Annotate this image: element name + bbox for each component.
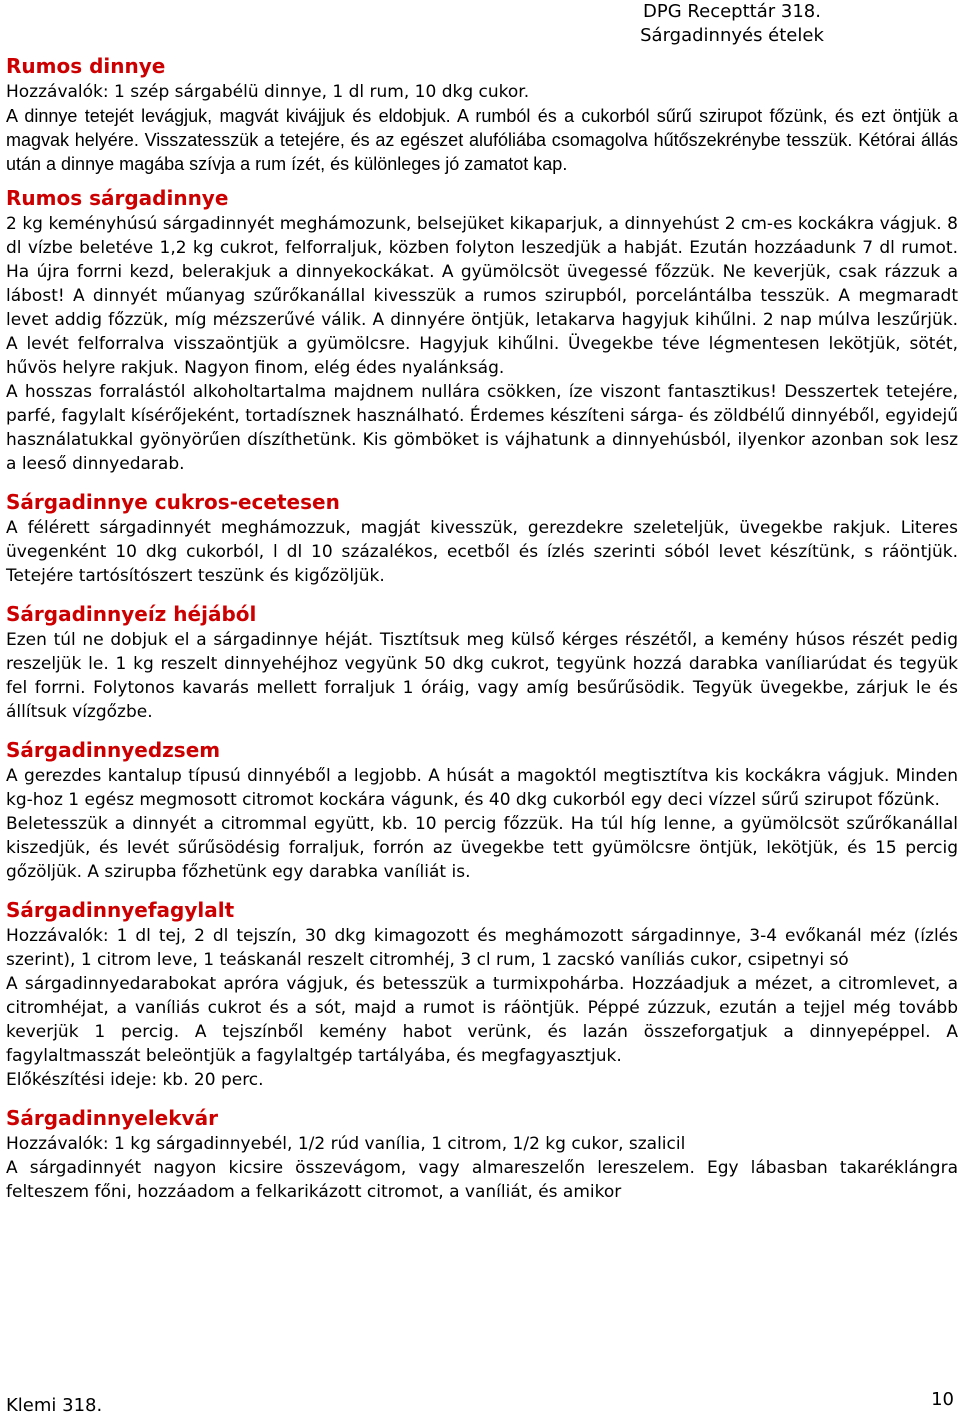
recipe-title: Rumos dinnye <box>6 54 166 78</box>
page-header <box>512 0 952 48</box>
recipe-title: Sárgadinnyelekvár <box>6 1106 218 1130</box>
recipe-title: Sárgadinnyeíz héjából <box>6 602 257 626</box>
footer-source: Klemi 318. <box>6 1395 103 1416</box>
recipe-ingredients: Hozzávalók: 1 szép sárgabélü dinnye, 1 dl rum, 10 dkg cukor. <box>6 82 530 102</box>
header-subtitle: Sárgadinnyés ételek <box>640 25 824 46</box>
recipe-paragraph: Beletesszük a dinnyét a citrommal együtt, kb. 10 percig főzzük. Ha túl híg lenne, a gyümölcsöt szűrőkanállal kiszedjük, és levét sűrűsödésig forraljuk, forrón az üvegekbe tett gyümölcsre öntjük, lekötjük, és 15 percig gőzöljük. A szirupba főzhetünk egy darabka vaníliát is. <box>6 814 958 882</box>
recipe-paragraph: A hosszas forralástól alkoholtartalma majdnem nullára csökken, íze viszont fantasztikus! Desszertek tetejére, parfé, fagylalt kísérőjeként, tortadísznek használható. Érdemes készíteni sárga- és zöldbélű dinnyéből, egyidejű használatukkal gyönyörűen díszíthetünk. Kis gömböket is vájhatunk a dinnyehúsból, ilyenkor azonban sok lesz a leeső dinnyedarab. <box>6 382 958 474</box>
recipe-title: Rumos sárgadinnye <box>6 186 229 210</box>
recipe-title: Sárgadinnyedzsem <box>6 738 221 762</box>
recipe-paragraph: 2 kg keményhúsú sárgadinnyét meghámozunk, belsejüket kikaparjuk, a dinnyehúst 2 cm-es kockákra vágjuk. 8 dl vízbe beletéve 1,2 kg cukrot, felforraljuk, közben folyton leszedjük a habját. Ezután hozzáadunk 7 dl rumot. Ha újra forrni kezd, belerakjuk a dinnyekockákat. A gyümölcsöt üvegessé főzzük. Ne keverjük, csak rázzuk a lábost! A dinnyét műanyag szűrőkanállal kivesszük a rumos szirupból, porcelántálba tesszük. A megmaradt levet addig főzzük, míg mézszerűvé válik. A dinnyére öntjük, letakarva hagyjuk kihűlni. 2 nap múlva leszűrjük. A levét felforralva visszaöntjük a gyümölcsre. Hagyjuk kihűlni. Üvegekbe téve légmentesen lekötjük, sötét, hűvös helyre rakjuk. Nagyon finom, elég édes nyalánkság. <box>6 214 958 378</box>
recipe-ingredients: Hozzávalók: 1 dl tej, 2 dl tejszín, 30 dkg kimagozott és meghámozott sárgadinnye, 3-4 evőkanál méz (ízlés szerint), 1 citrom leve, 1 teáskanál reszelt citromhéj, 3 cl rum, 1 zacskó vaníliás cukor, csipetnyi só <box>6 926 958 970</box>
recipe-prep-time: Előkészítési ideje: kb. 20 perc. <box>6 1070 264 1090</box>
recipe-paragraph: A sárgadinnyedarabokat apróra vágjuk, és betesszük a turmixpohárba. Hozzáadjuk a mézet, a citromlevet, a citromhéjat, a vaníliás cukrot és a sót, majd a rumot is ráöntjük. Péppé zúzzuk, ezután a tejjel még tovább keverjük 1 percig. A tejszínből kemény habot verünk, és lazán összeforgatjuk a dinnyepéppel. A fagylaltmasszát beleöntjük a fagylaltgép tartályába, és megfagyasztjuk. <box>6 974 958 1066</box>
recipe-ingredients: Hozzávalók: 1 kg sárgadinnyebél, 1/2 rúd vanília, 1 citrom, 1/2 kg cukor, szalicil <box>6 1134 686 1154</box>
recipe-paragraph: A gerezdes kantalup típusú dinnyéből a legjobb. A húsát a magoktól megtisztítva kis kockákra vágjuk. Minden kg-hoz 1 egész megmosott citromot kockára vágunk, és 40 dkg cukorból egy deci vízzel sűrű szirupot főzünk. <box>6 766 958 810</box>
recipe-title: Sárgadinnye cukros-ecetesen <box>6 490 340 514</box>
recipe-paragraph: A félérett sárgadinnyét meghámozzuk, magját kivesszük, gerezdekre szeleteljük, üvegekbe rakjuk. Literes üvegenként 10 dkg cukorból, l dl 10 százalékos, ecetből és ízlés szerinti sóból levet készítünk, s ráöntjük. Tetejére tartósítószert teszünk és kigőzöljük. <box>6 518 958 586</box>
document-body <box>6 52 958 1204</box>
recipe-title: Sárgadinnyefagylalt <box>6 898 235 922</box>
recipe-paragraph: A sárgadinnyét nagyon kicsire összevágom, vagy almareszelőn lereszelem. Egy lábasban takaréklángra felteszem főni, hozzáadom a felkarikázott citromot, a vaníliát, és amikor <box>6 1158 958 1202</box>
page-number: 10 <box>931 1389 954 1410</box>
recipe-paragraph: Ezen túl ne dobjuk el a sárgadinnye héját. Tisztítsuk meg külső kérges részétől, a kemény húsos részét pedig reszeljük le. 1 kg reszelt dinnyehéjhoz vegyünk 50 dkg cukrot, tegyünk hozzá darabka vaníliarúdat és tegyük fel forrni. Folytonos kavarás mellett forraljuk 1 óráig, vagy amíg besűrűsödik. Tegyük üvegekbe, zárjuk le és állítsuk vízgőzbe. <box>6 630 958 722</box>
recipe-paragraph: A dinnye tetejét levágjuk, magvát kivájjuk és eldobjuk. A rumból és a cukorból sűrű szirupot főzünk, és ezt öntjük a magvak helyére. Visszatesszük a tetejére, és az egészet alufóliába csomagolva hűtőszekrénybe tesszük. Kétórai állás után a dinnye magába szívja a rum ízét, és különleges jó zamatot kap. <box>6 106 958 174</box>
header-title: DPG Recepttár 318. <box>643 1 821 22</box>
